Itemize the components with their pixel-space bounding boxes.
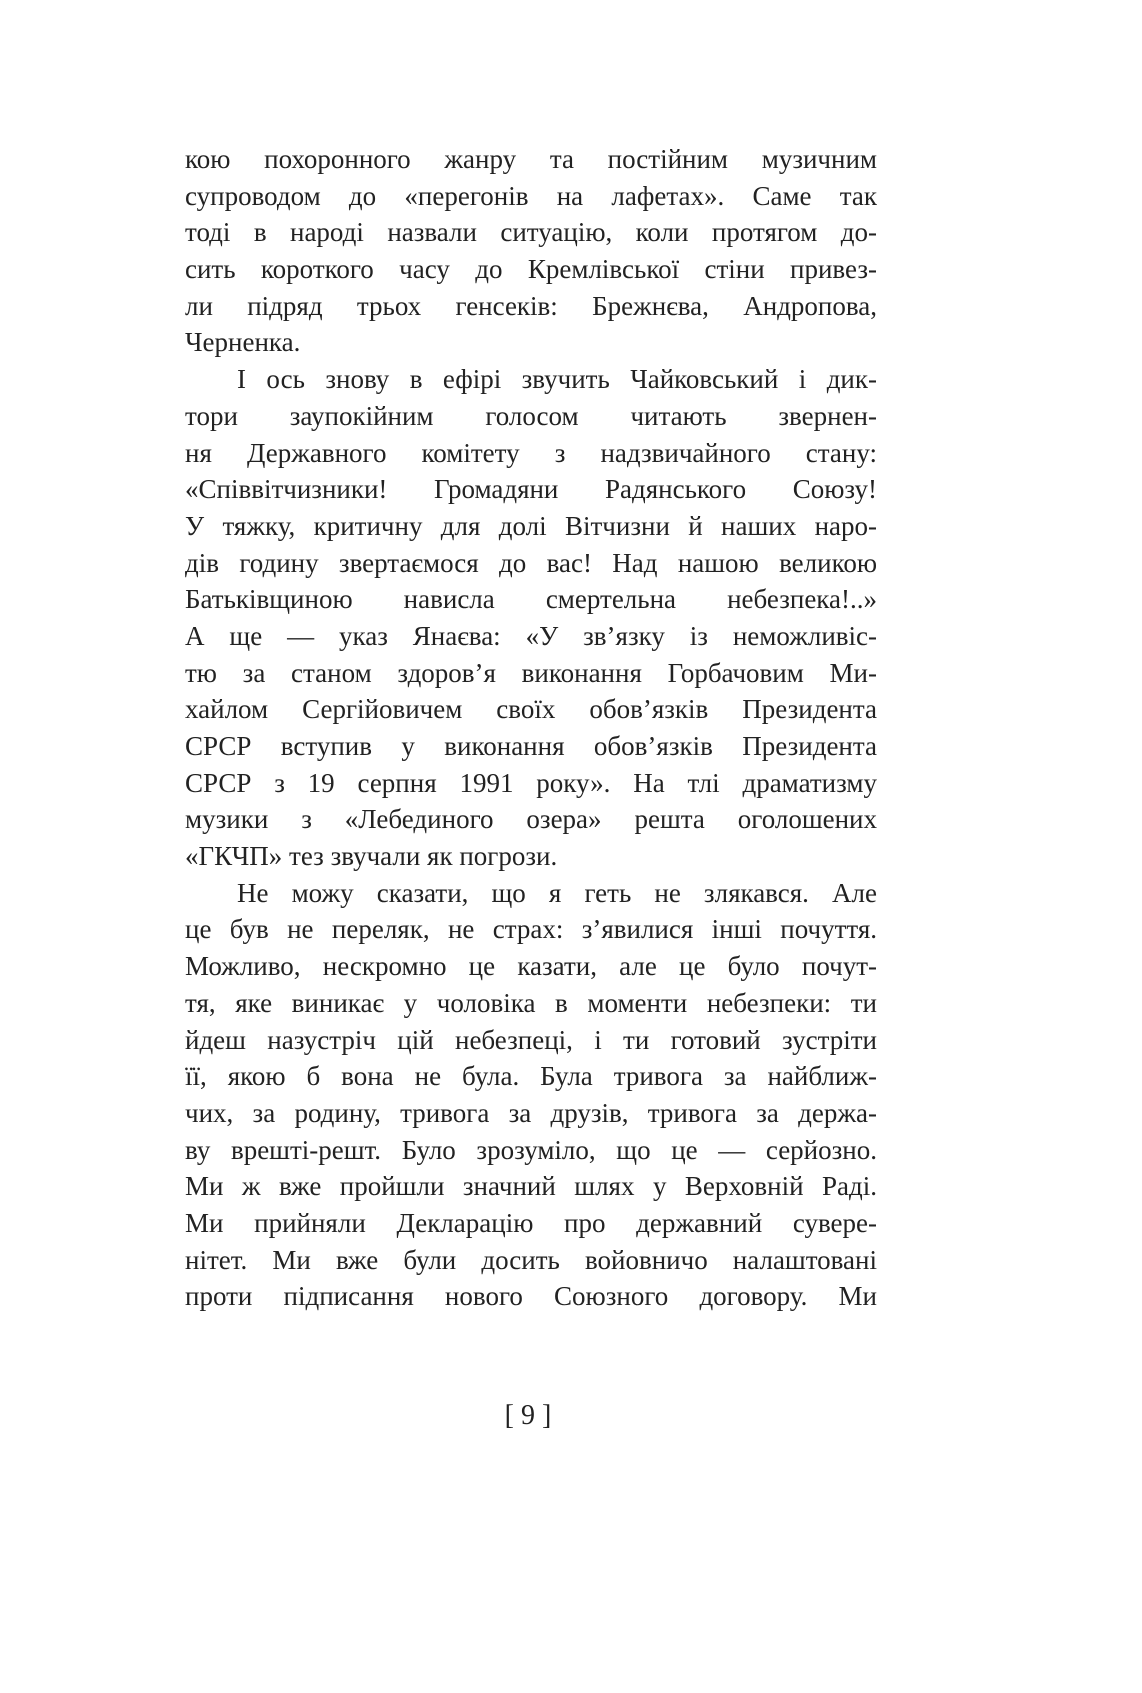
text-line: Можливо, нескромно це казати, але це було почут- (185, 951, 877, 982)
text-line: супроводом до «перегонів на лафетах». Саме так (185, 180, 877, 211)
text-line: тю за станом здоров’я виконання Горбачовим Ми- (185, 657, 877, 688)
text-line: тя, яке виникає у чоловіка в моменти небезпеки: ти (185, 987, 877, 1018)
text-line: «Співвітчизники! Громадяни Радянського Союзу! (185, 474, 877, 505)
text-line: чих, за родину, тривога за друзів, тривога за держа- (185, 1097, 877, 1128)
text-line: проти підписання нового Союзного договору. Ми (185, 1281, 877, 1312)
text-line: СРСР з 19 серпня 1991 року». На тлі драматизму (185, 767, 877, 798)
page-number: [ 9 ] (504, 1400, 552, 1431)
text-line: У тяжку, критичну для долі Вітчизни й наших наро- (185, 510, 877, 541)
text-line: Батьківщиною нависла смертельна небезпека!..» (185, 584, 877, 615)
text-line: тори заупокійним голосом читають звернен- (185, 400, 877, 431)
text-line: хайлом Сергійовичем своїх обов’язків Президента (185, 694, 877, 725)
text-line: І ось знову в ефірі звучить Чайковський і дик- (237, 364, 877, 395)
text-line: «ГКЧП» тез звучали як погрози. (185, 841, 558, 872)
text-line: сить короткого часу до Кремлівської стіни привез- (185, 254, 877, 285)
text-line: Ми ж вже пройшли значний шлях у Верховній Раді. (185, 1171, 877, 1202)
paragraph (185, 141, 877, 361)
text-line: це був не переляк, не страх: з’явилися інші почуття. (185, 914, 877, 945)
text-line: Ми прийняли Декларацію про державний сувере- (185, 1207, 877, 1238)
text-line: тоді в народі назвали ситуацію, коли протягом до- (185, 217, 877, 248)
paragraph (185, 361, 877, 875)
text-line: нітет. Ми вже були досить войовничо налаштовані (185, 1244, 877, 1275)
paragraph (185, 875, 877, 1315)
text-line: Не можу сказати, що я геть не злякався. Але (237, 877, 877, 908)
text-line: ня Державного комітету з надзвичайного стану: (185, 437, 877, 468)
text-line: йдеш назустріч цій небезпеці, і ти готовий зустріти (185, 1024, 877, 1055)
text-line: кою похоронного жанру та постійним музичним (185, 144, 877, 174)
text-line: ву врешті-решт. Було зрозуміло, що це — серйозно. (185, 1134, 877, 1165)
text-line: її, якою б вона не була. Була тривога за найближ- (185, 1061, 877, 1092)
text-line: Черненка. (185, 327, 301, 358)
text-line: А ще — указ Янаєва: «У зв’язку із неможливіс- (185, 620, 877, 651)
text-line: СРСР вступив у виконання обов’язків Президента (185, 731, 877, 761)
body-text (185, 141, 877, 1315)
text-line: дів годину звертаємося до вас! Над нашою великою (185, 547, 877, 578)
text-line: ли підряд трьох генсеків: Брежнєва, Андропова, (185, 290, 877, 321)
text-line: музики з «Лебединого озера» решта оголошених (185, 804, 877, 835)
